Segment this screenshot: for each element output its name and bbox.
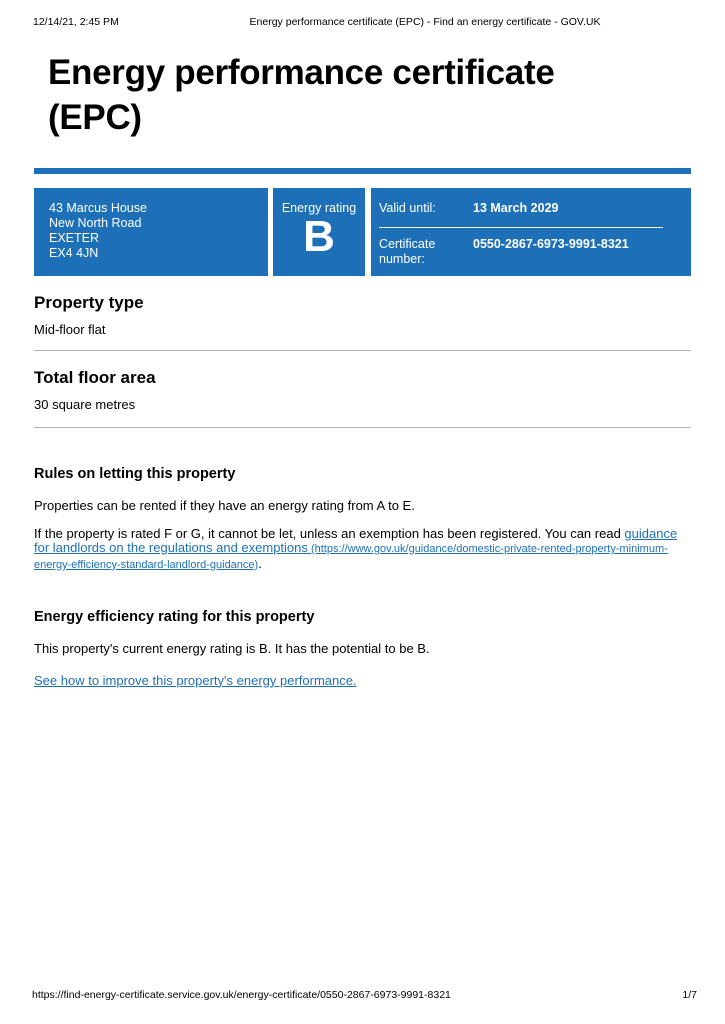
print-footer-url: https://find-energy-certificate.service.gov.uk/energy-certificate/0550-2867-6973-9991-8321	[32, 989, 451, 1001]
certificate-meta-panel	[371, 188, 691, 276]
print-document-title: Energy performance certificate (EPC) - Find an energy certificate - GOV.UK	[249, 16, 601, 28]
improve-performance-link[interactable]: See how to improve this property's energy performance.	[34, 672, 357, 688]
paragraph-2-prefix: If the property is rated F or G, it cannot be let, unless an exemption has been registered. You can read	[34, 525, 625, 541]
property-type-value: Mid-floor flat	[34, 322, 106, 337]
print-footer	[0, 989, 725, 1003]
address-line-2: New North Road	[49, 216, 142, 230]
address-line-1: 43 Marcus House	[49, 201, 147, 215]
energy-rating-label: Energy rating	[281, 201, 357, 215]
valid-until-label: Valid until:	[379, 201, 436, 215]
address-line-4: EX4 4JN	[49, 246, 99, 260]
main-content	[0, 50, 725, 688]
efficiency-rating-heading: Energy efficiency rating for this property	[34, 609, 315, 625]
certificate-number-value: 0550-2867-6973-9991-8321	[473, 237, 629, 251]
energy-rating-value: B	[303, 212, 335, 261]
floor-area-value: 30 square metres	[34, 397, 136, 412]
property-address	[34, 188, 268, 276]
page-title: Energy performance certificate (EPC)	[48, 53, 555, 137]
energy-rating-panel	[273, 188, 365, 276]
certificate-summary-banner	[34, 188, 691, 276]
certificate-number-row	[379, 228, 683, 267]
efficiency-rating-summary: This property's current energy rating is B. It has the potential to be B.	[34, 641, 430, 656]
section-divider	[34, 427, 691, 428]
print-datetime: 12/14/21, 2:45 PM	[33, 16, 119, 28]
print-header	[0, 16, 725, 30]
paragraph-2-suffix: .	[258, 555, 262, 571]
title-blue-rule	[34, 168, 691, 174]
floor-area-heading: Total floor area	[34, 368, 156, 387]
print-page-indicator: 1/7	[682, 989, 697, 1001]
section-divider	[34, 350, 691, 351]
property-type-heading: Property type	[34, 293, 144, 312]
certificate-number-label: Certificate number:	[379, 237, 436, 266]
letting-rules-paragraph-2	[34, 527, 691, 573]
letting-rules-heading: Rules on letting this property	[34, 466, 236, 482]
letting-rules-paragraph-1: Properties can be rented if they have an energy rating from A to E.	[34, 498, 415, 513]
valid-until-value: 13 March 2029	[473, 201, 559, 215]
landlord-guidance-link-url: (https://www.gov.uk/guidance/domestic-private-rented-property-minimum-energy-efficiency-standard-landlord-guidance)	[34, 543, 668, 571]
landlord-guidance-link-text: guidance for landlords on the regulations and exemptions	[34, 525, 678, 555]
valid-until-row	[379, 188, 683, 227]
address-line-3: EXETER	[49, 231, 100, 245]
